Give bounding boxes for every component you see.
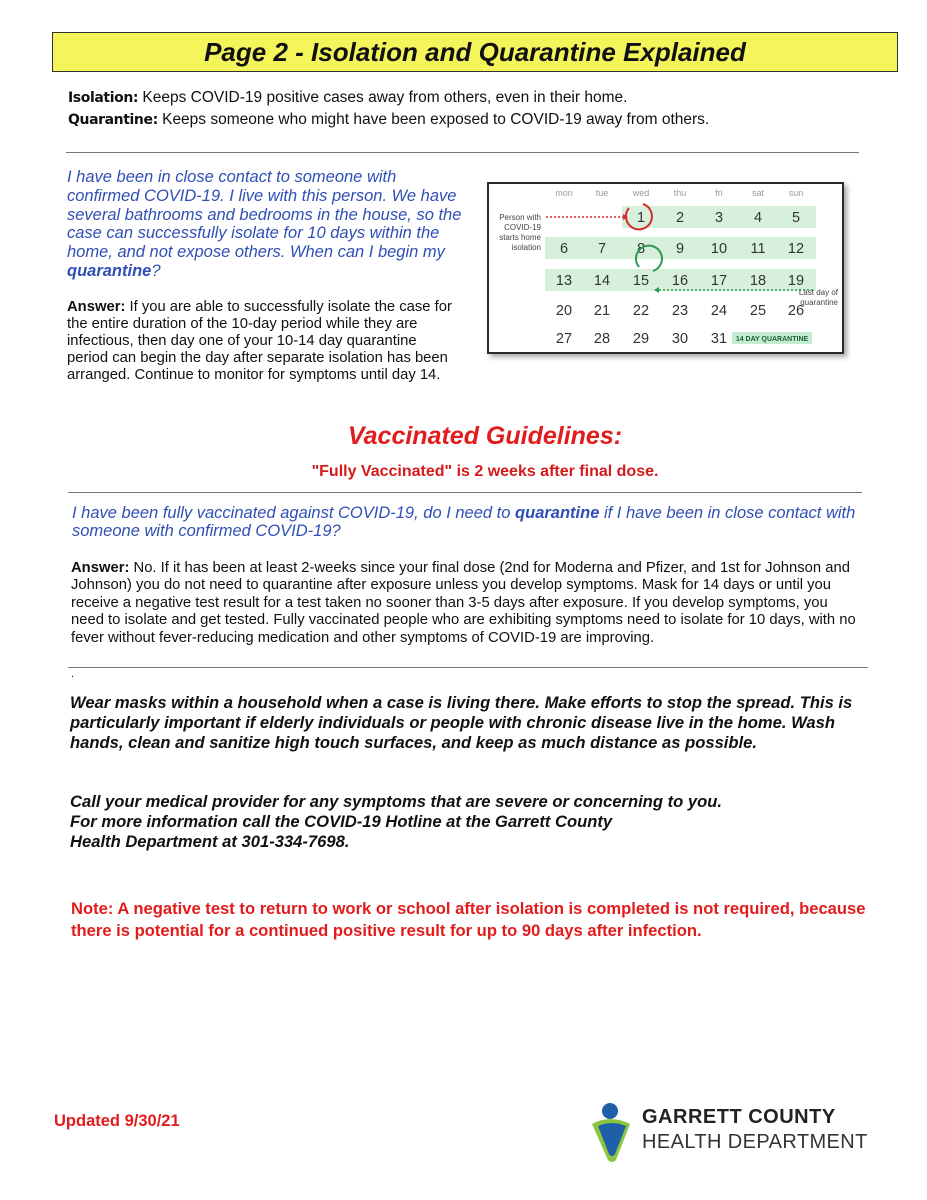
calendar-date: 24 (710, 303, 728, 319)
calendar-day-header: sat (751, 188, 765, 198)
calendar-date: 12 (787, 241, 805, 257)
calendar-date: 5 (791, 210, 801, 226)
calendar-day-header: mon (555, 188, 573, 198)
calendar-date: 10 (710, 241, 728, 257)
vaccinated-answer-label: Answer: (71, 560, 130, 576)
definitions (68, 87, 709, 131)
vaccinated-subtitle: "Fully Vaccinated" is 2 weeks after final dose. (311, 463, 659, 480)
negative-test-note: Note: A negative test to return to work or school after isolation is completed is not required, because there is potential for a continued positive result for up to 90 days after infection. (71, 899, 866, 940)
calendar-date: 29 (632, 331, 650, 347)
scenario-question (67, 168, 467, 281)
call-provider-advice (70, 792, 870, 852)
calendar-date: 27 (555, 331, 573, 347)
start-note-line: COVID-19 (504, 223, 541, 232)
isolation-term: Isolation: (68, 90, 139, 106)
person-figure-icon (588, 1102, 636, 1164)
vaccinated-question (72, 504, 862, 540)
vaccinated-question-end: if I have been in close contact with someone with confirmed COVID-19? (72, 504, 856, 540)
quarantine-badge-label: 14 DAY QUARANTINE (735, 336, 809, 343)
call-line: Call your medical provider for any symptoms that are severe or concerning to you. (70, 792, 722, 811)
page-title: Page 2 - Isolation and Quarantine Explained (52, 32, 898, 72)
calendar-date: 15 (632, 273, 650, 289)
start-note-line: isolation (511, 243, 541, 252)
start-note-line: starts home (499, 233, 541, 242)
isolation-text: Keeps COVID-19 positive cases away from others, even in their home. (138, 89, 628, 106)
call-line: For more information call the COVID-19 Hotline at the Garrett County (70, 812, 613, 831)
calendar-date: 21 (593, 303, 611, 319)
calendar-day-header: fri (715, 188, 723, 198)
divider (68, 667, 868, 668)
scenario-answer (67, 299, 457, 384)
calendar-date: 31 (710, 331, 728, 347)
stray-mark: . (71, 668, 75, 680)
calendar-day-header: wed (632, 188, 650, 198)
calendar-date: 9 (675, 241, 685, 257)
calendar-date: 20 (555, 303, 573, 319)
org-department: HEALTH DEPARTMENT (642, 1131, 868, 1153)
calendar-date: 2 (675, 210, 685, 226)
vaccinated-question-keyword: quarantine (515, 504, 600, 522)
vaccinated-answer (71, 560, 861, 647)
scenario-question-end: ? (151, 261, 161, 280)
end-note-line: Last day of (798, 288, 838, 297)
calendar-date: 16 (671, 273, 689, 289)
call-line: Health Department at 301-334-7698. (70, 832, 350, 851)
quarantine-term: Quarantine: (68, 112, 158, 128)
calendar-graphic (489, 184, 842, 352)
scenario-question-text: I have been in close contact to someone with confirmed COVID-19. I live with this person. We have several bathrooms and bedrooms in the house, so the case can successfully isolate for 10 days within the home, and not expose others. When can I begin my (67, 168, 462, 262)
calendar-date: 17 (710, 273, 728, 289)
calendar-date: 8 (636, 241, 646, 257)
calendar-date: 18 (749, 273, 767, 289)
isolation-definition (68, 87, 709, 109)
calendar-date: 19 (787, 273, 805, 289)
calendar-date: 25 (749, 303, 767, 319)
masks-advice: Wear masks within a household when a case is living there. Make efforts to stop the spread. This is particularly important if elderly individuals or people with chronic disease live in the home. Wash hands, clean and sanitize high touch surfaces, and keep as much distance as possible. (70, 693, 853, 752)
divider (66, 152, 859, 153)
calendar-date: 28 (593, 331, 611, 347)
calendar-date: 4 (753, 210, 763, 226)
calendar-date: 6 (559, 241, 569, 257)
vaccinated-question-text: I have been fully vaccinated against COVID-19, do I need to (72, 504, 516, 522)
calendar-day-header: tue (595, 188, 609, 198)
calendar-day-header: thu (673, 188, 687, 198)
vaccinated-answer-text: No. If it has been at least 2-weeks since your final dose (2nd for Moderna and Pfizer, and 1st for Johnson and Johnson) you do not need to quarantine after exposure unless you develop symptoms. Mask for 14 days or until you receive a negative test result for a test taken no sooner than 3-5 days after exposure. If you develop symptoms, you need to isolate and get tested. Fully vaccinated people who are exhibiting symptoms need to isolate for 10 days, with no fever without fever-reducing medication and other symptoms of COVID-19 are improving. (71, 560, 856, 646)
calendar-day-header: sun (788, 188, 804, 198)
calendar-date: 30 (671, 331, 689, 347)
calendar-date: 22 (632, 303, 650, 319)
quarantine-calendar (487, 182, 844, 354)
end-note-line: quarantine (800, 298, 838, 307)
calendar-date: 11 (750, 241, 766, 257)
scenario-answer-label: Answer: (67, 299, 126, 315)
quarantine-text: Keeps someone who might have been exposed to COVID-19 away from others. (157, 111, 710, 128)
scenario-answer-text: If you are able to successfully isolate the case for the entire duration of the 10-day period while they are infectious, then day one of your 10-14 day quarantine period can begin the day after separate isolation has been arranged. Continue to monitor for symptoms until day 14. (67, 299, 452, 383)
calendar-date: 13 (555, 273, 573, 289)
quarantine-definition (68, 109, 709, 131)
scenario-question-keyword: quarantine (67, 261, 152, 280)
calendar-date: 23 (671, 303, 689, 319)
calendar-date: 1 (636, 210, 646, 226)
vaccinated-title: Vaccinated Guidelines: (347, 422, 623, 450)
calendar-date: 7 (597, 241, 607, 257)
calendar-date: 3 (714, 210, 724, 226)
org-name: GARRETT COUNTY (642, 1106, 836, 1128)
updated-date: Updated 9/30/21 (54, 1112, 180, 1130)
calendar-date: 26 (787, 303, 805, 319)
divider (68, 492, 862, 493)
start-note-line: Person with (499, 213, 541, 222)
calendar-date: 14 (593, 273, 611, 289)
